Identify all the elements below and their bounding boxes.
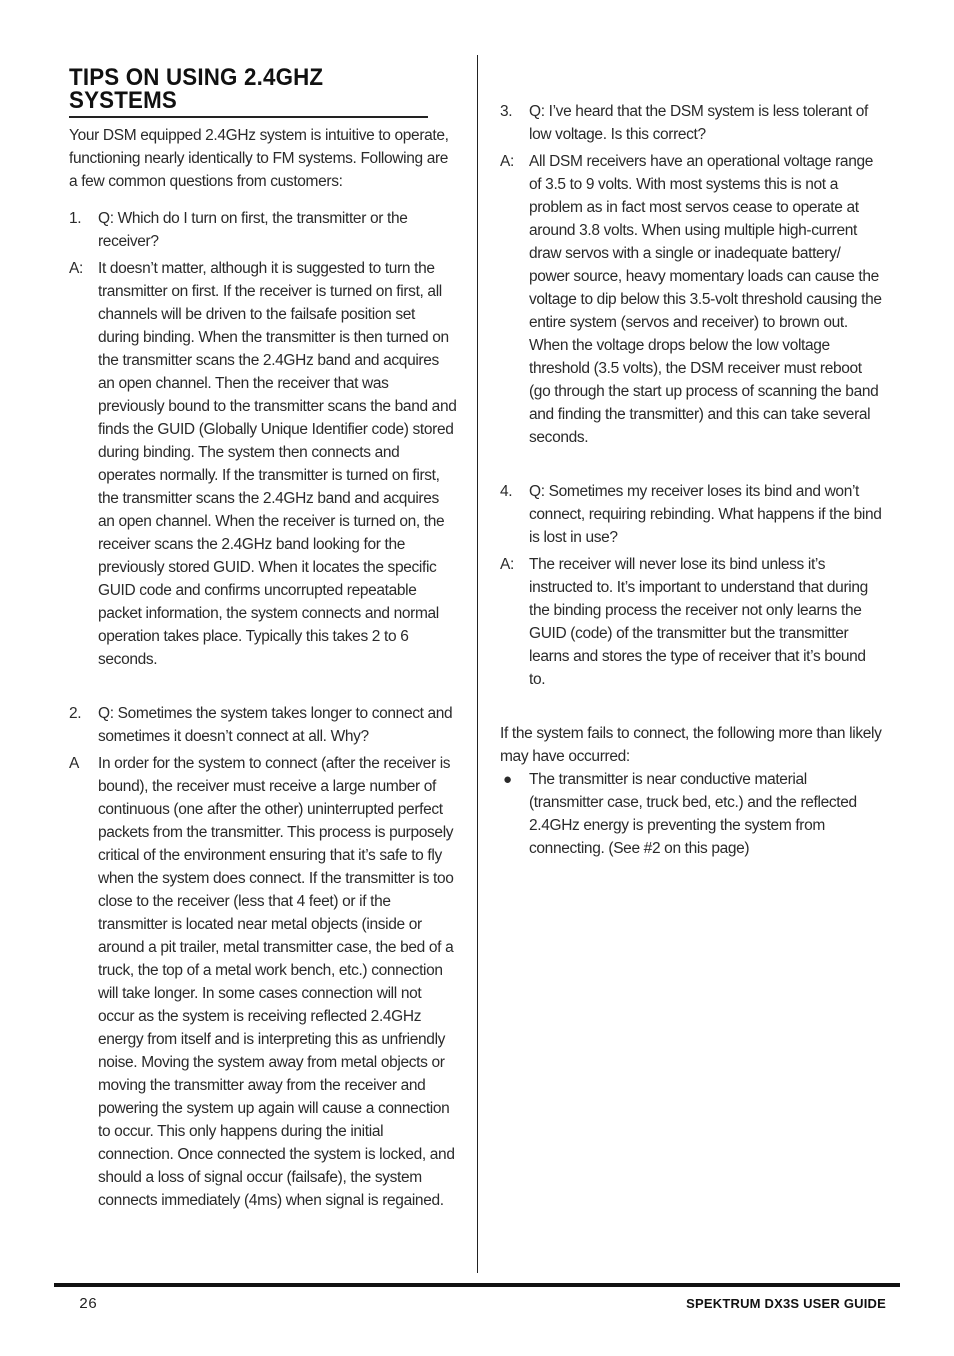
- answer-text: It doesn’t matter, although it is suggested to turn the transmitter on first. If the receiver is turned on first, all channels will be driven to the failsafe position set during binding. When the transmitter is then turned on the transmitter scans the 2.4GHz band and acquires an open channel. Then the receiver that was previously bound to the transmitter scans the band and finds the GUID (Globally Unique Identifier code) stored during binding. The system then connects and operates normally. If the transmitter is turned on first, the transmitter scans the 2.4GHz band and acquires an open channel. When the receiver is turned on, the receiver scans the 2.4GHz band looking for the previously stored GUID. When it locates the specific GUID code and confirms uncorrupted repeatable packet information, the system connects and normal operation takes place. Typically this takes 2 to 6 seconds.: [98, 260, 457, 668]
- answer-text: All DSM receivers have an operational voltage range of 3.5 to 9 volts. With most systems this is not a problem as in fact most servos cease to operate at around 3.8 volts. When using multiple high-current draw servos with a single or inadequate battery/ power source, heavy momentary loads can cause the voltage to dip below this 3.5-volt threshold causing the entire system (servos and receiver) to brown out. When the voltage drops below the low voltage threshold (3.5 volts), the DSM receiver must reboot (go through the start up process of scanning the band and finding the transmitter) and this can take several seconds.: [529, 153, 882, 446]
- column-divider: [477, 55, 478, 1273]
- bullet-text: The transmitter is near conductive material (transmitter case, truck bed, etc.) and the reflected 2.4GHz energy is preventing the system from connecting. (See #2 on this page): [529, 771, 857, 857]
- answer-row: [69, 257, 457, 671]
- question-text: Q: Sometimes the system takes longer to connect and sometimes it doesn’t connect at all. Why?: [98, 705, 453, 745]
- question-text: Q: I’ve heard that the DSM system is less tolerant of low voltage. Is this correct?: [529, 103, 868, 143]
- answer-marker: A:: [500, 153, 514, 170]
- question-row: [500, 100, 884, 146]
- answer-row: [69, 752, 457, 1212]
- page-number: 26: [79, 1296, 98, 1313]
- qa-item-4: [500, 480, 884, 691]
- bullet-item: [500, 768, 884, 860]
- answer-row: [500, 150, 884, 449]
- qa-item-1: [69, 207, 457, 671]
- answer-marker: A: [69, 755, 79, 772]
- answer-text: The receiver will never lose its bind unless it’s instructed to. It’s important to understand that during the binding process the receiver not only learns the GUID (code) of the transmitter but the transmitter learns and stores the type of receiver that it’s bound to.: [529, 556, 868, 688]
- question-row: [69, 207, 457, 253]
- question-number: 2.: [69, 705, 82, 722]
- question-number: 4.: [500, 483, 513, 500]
- question-text: Q: Which do I turn on first, the transmitter or the receiver?: [98, 210, 408, 250]
- question-text: Q: Sometimes my receiver loses its bind and won’t connect, requiring rebinding. What happens if the bind is lost in use?: [529, 483, 882, 546]
- answer-marker: A:: [500, 556, 514, 573]
- footer-rule: [54, 1283, 900, 1287]
- question-number: 1.: [69, 210, 82, 227]
- qa-item-2: [69, 702, 457, 1212]
- answer-text: In order for the system to connect (after the receiver is bound), the receiver must receive a large number of continuous (one after the other) uninterrupted perfect packets from the transmitter. This process is purposely critical of the environment ensuring that it’s safe to fly when the system does connect. If the transmitter is too close to the receiver (less that 4 feet) or if the transmitter is located near metal objects (inside or around a pit trailer, metal transmitter case, the bed of a truck, the top of a metal work bench, etc.) connection will take longer. In some cases connection will not occur as the system is receiving reflected 2.4GHz energy from itself and is interpreting this as unfriendly noise. Moving the system away from metal objects or moving the transmitter away from the receiver and powering the system up again will cause a connection to occur. This only happens during the initial connection. Once connected the system is locked, and should a loss of signal occur (failsafe), the system connects immediately (4ms) when signal is regained.: [98, 755, 455, 1209]
- intro-paragraph: Your DSM equipped 2.4GHz system is intuitive to operate, functioning nearly identically to FM systems. Following are a few common questions from customers:: [69, 127, 449, 190]
- right-column: [500, 100, 884, 860]
- question-row: [500, 480, 884, 549]
- qa-item-3: [500, 100, 884, 449]
- answer-row: [500, 553, 884, 691]
- guide-title: SPEKTRUM DX3S USER GUIDE: [686, 1296, 886, 1311]
- question-row: [69, 702, 457, 748]
- answer-marker: A:: [69, 260, 83, 277]
- question-number: 3.: [500, 103, 513, 120]
- page-title: TIPS ON USING 2.4GHZ SYSTEMS: [69, 66, 428, 118]
- closing-paragraph: If the system fails to connect, the following more than likely may have occurred:: [500, 725, 882, 765]
- bullet-dot-icon: ●: [503, 771, 512, 788]
- left-column: [69, 66, 457, 1212]
